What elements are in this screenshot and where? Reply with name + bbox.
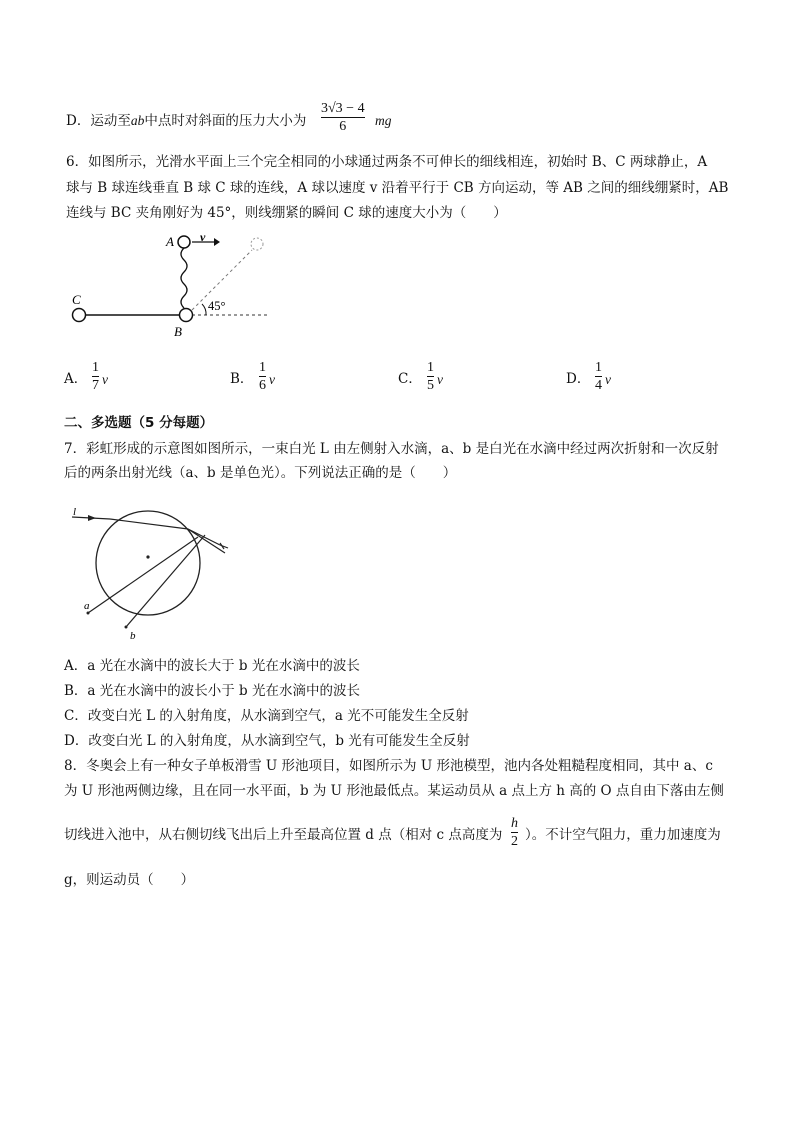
q6-option-b-v: v xyxy=(269,372,275,387)
q5-option-d-suffix xyxy=(375,110,392,132)
q8-fraction-num: h xyxy=(511,816,518,831)
q8-line-1: 8．冬奥会上有一种女子单板滑雪 U 形池项目，如图所示为 U 形池模型，池内各处粗糙程度相同，其中 a、c xyxy=(64,758,713,774)
q6-line-2: 球与 B 球连线垂直 B 球 C 球的连线，A 球以速度 v 沿着平行于 CB 方向运动，等 AB 之间的细线绷紧时，AB xyxy=(66,180,729,196)
q6-option-a-v: v xyxy=(102,372,108,387)
q7-option-d: D．改变白光 L 的入射角度，从水滴到空气，b 光有可能发生全反射 xyxy=(64,733,470,749)
q5-option-d-denominator: 6 xyxy=(339,119,347,134)
q6-option-d-fraction xyxy=(595,360,602,393)
q7-option-a: A．a 光在水滴中的波长大于 b 光在水滴中的波长 xyxy=(64,658,360,674)
q6-figure xyxy=(64,230,284,340)
droplet-icon xyxy=(96,511,200,615)
label-a: a xyxy=(84,600,90,612)
q8-fraction xyxy=(511,816,518,849)
q6-option-a-letter: A． xyxy=(64,371,88,387)
q6-option-b-var xyxy=(269,369,275,391)
q6-option-d-den: 4 xyxy=(595,378,602,393)
q5-option-d xyxy=(66,110,306,132)
q5-option-d-mg: mg xyxy=(375,113,392,128)
q6-option-c-letter: C． xyxy=(398,371,422,387)
label-b: B xyxy=(174,324,182,339)
label-b: b xyxy=(130,630,136,642)
ghost-ball-icon xyxy=(251,238,263,250)
q7-option-c: C．改变白光 L 的入射角度，从水滴到空气，a 光不可能发生全反射 xyxy=(64,708,469,724)
q5-option-d-ab: ab xyxy=(130,113,145,128)
q7-line-1: 7．彩虹形成的示意图如图所示，一束白光 L 由左侧射入水滴，a、b 是白光在水滴中经过两次折射和一次反射 xyxy=(64,441,719,457)
q6-line-3: 连线与 BC 夹角刚好为 45°，则线绷紧的瞬间 C 球的速度大小为（ ） xyxy=(66,205,507,221)
q6-option-d-var xyxy=(605,369,611,391)
q6-option-a-var xyxy=(102,369,108,391)
q7-figure xyxy=(70,505,240,645)
q6-option-b-letter: B． xyxy=(230,371,254,387)
label-c: C xyxy=(72,292,81,307)
q8-line-3b: ）。不计空气阻力，重力加速度为 xyxy=(525,827,721,843)
q6-option-d-num: 1 xyxy=(595,360,602,375)
arrow-icon xyxy=(214,238,220,246)
q8-line-4: g，则运动员（ ） xyxy=(64,872,195,888)
q6-option-d-letter: D． xyxy=(566,371,591,387)
q6-option-b-num: 1 xyxy=(259,360,266,375)
section-title: 二、多选题（5 分每题） xyxy=(64,415,214,431)
ball-a-icon xyxy=(178,236,190,248)
label-v: v xyxy=(200,230,206,244)
q6-option-a-num: 1 xyxy=(92,360,99,375)
q6-option-a-fraction xyxy=(92,360,99,393)
q8-line-3a: 切线进入池中，从右侧切线飞出后上升至最高位置 d 点（相对 c 点高度为 xyxy=(64,827,503,843)
q5-option-d-mid: 中点时对斜面的压力大小为 xyxy=(144,113,307,129)
q6-option-c-var xyxy=(437,369,443,391)
q6-line-1: 6．如图所示，光滑水平面上三个完全相同的小球通过两条不可伸长的细线相连，初始时 B、C 两球静止，A xyxy=(66,154,708,170)
q7-option-b: B．a 光在水滴中的波长小于 b 光在水滴中的波长 xyxy=(64,683,360,699)
q5-option-d-numerator: 3√3 − 4 xyxy=(321,101,365,116)
q5-option-d-fraction xyxy=(321,101,365,134)
q6-option-d-v: v xyxy=(605,372,611,387)
q6-option-c-v: v xyxy=(437,372,443,387)
q6-option-a-den: 7 xyxy=(92,378,99,393)
q8-line-2: 为 U 形池两侧边缘，且在同一水平面，b 为 U 形池最低点。某运动员从 a 点上方 h 高的 O 点自由下落由左侧 xyxy=(64,783,724,799)
q6-option-c-fraction xyxy=(427,360,434,393)
q6-option-c-den: 5 xyxy=(427,378,434,393)
q7-line-2: 后的两条出射光线（a、b 是单色光）。下列说法正确的是（ ） xyxy=(64,465,457,481)
ball-b-icon xyxy=(180,309,193,322)
q5-option-d-prefix: D．运动至 xyxy=(66,113,131,129)
label-l: l xyxy=(73,506,77,518)
q6-option-b-fraction xyxy=(259,360,266,393)
label-angle: 45° xyxy=(208,299,226,313)
ball-c-icon xyxy=(73,309,86,322)
q6-option-b-den: 6 xyxy=(259,378,266,393)
label-a: A xyxy=(166,234,174,249)
q8-fraction-den: 2 xyxy=(511,834,518,849)
q6-option-c-num: 1 xyxy=(427,360,434,375)
